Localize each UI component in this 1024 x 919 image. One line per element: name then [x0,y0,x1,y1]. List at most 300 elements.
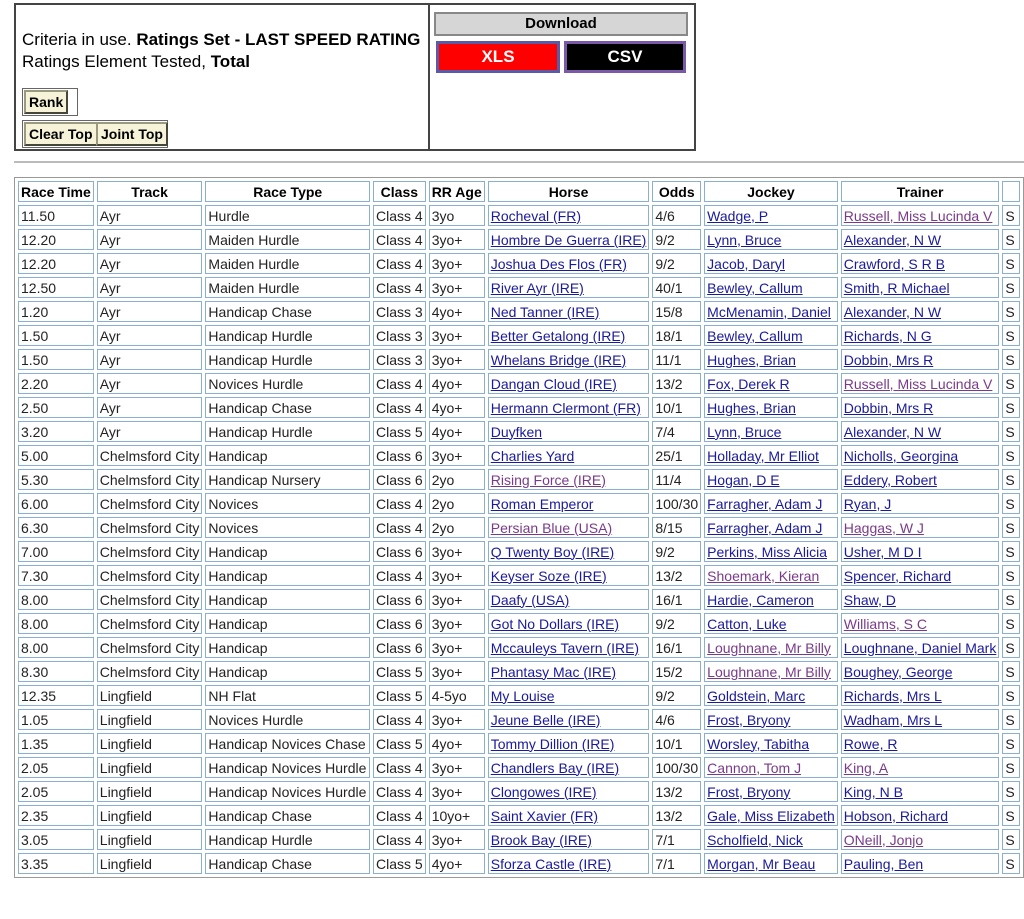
trainer-link[interactable]: Smith, R Michael [843,279,950,296]
jockey-link[interactable]: Frost, Bryony [707,783,791,800]
trainer-cell [841,565,1000,586]
class-cell: Class 4 [373,493,426,514]
download-header: Download [434,12,688,36]
race-type-cell: Handicap [205,565,370,586]
odds-cell: 11/4 [652,469,701,490]
race-time-cell: 1.05 [18,709,94,730]
trainer-cell [841,685,1000,706]
horse-link[interactable]: Dangan Cloud (IRE) [490,375,617,392]
class-cell: Class 5 [373,421,426,442]
race-time-cell: 7.00 [18,541,94,562]
extra-cell: S [1002,421,1020,442]
jockey-link[interactable]: Bewley, Callum [707,327,803,344]
col-header-class[interactable]: Class [373,181,426,202]
jockey-cell [704,805,838,826]
table-row [18,517,1020,538]
joint-top-button[interactable]: Joint Top [96,122,168,146]
horse-cell [488,277,650,298]
race-type-cell: Novices [205,493,370,514]
trainer-link[interactable]: Dobbin, Mrs R [843,351,934,368]
xls-download-button[interactable]: XLS [436,41,560,73]
race-time-cell: 1.50 [18,349,94,370]
trainer-link[interactable]: Richards, Mrs L [843,687,942,704]
race-type-cell: Handicap Chase [205,301,370,322]
col-header-trainer[interactable]: Trainer [841,181,1000,202]
odds-cell: 16/1 [652,637,701,658]
table-row [18,613,1020,634]
horse-link[interactable]: Ned Tanner (IRE) [490,303,600,320]
rr-age-cell: 3yo+ [429,253,485,274]
trainer-link[interactable]: Richards, N G [843,327,932,344]
jockey-link[interactable]: Hardie, Cameron [707,591,814,608]
race-type-cell: Handicap Chase [205,853,370,874]
col-header-race-time[interactable]: Race Time [18,181,94,202]
jockey-cell [704,325,838,346]
trainer-link[interactable]: Alexander, N W [843,231,942,248]
jockey-link[interactable]: McMenamin, Daniel [707,303,831,320]
jockey-cell [704,565,838,586]
extra-cell: S [1002,229,1020,250]
race-type-cell: Maiden Hurdle [205,277,370,298]
track-cell: Chelmsford City [97,469,203,490]
col-header-rr-age[interactable]: RR Age [429,181,485,202]
track-cell: Ayr [97,253,203,274]
race-type-cell: Handicap Novices Hurdle [205,757,370,778]
trainer-link[interactable]: King, N B [843,783,903,800]
rr-age-cell: 3yo+ [429,829,485,850]
horse-link[interactable]: Keyser Soze (IRE) [490,567,607,584]
odds-cell: 10/1 [652,733,701,754]
horse-cell [488,445,650,466]
trainer-link[interactable]: Haggas, W J [843,519,924,536]
class-cell: Class 4 [373,757,426,778]
clear-top-button[interactable]: Clear Top [24,122,98,146]
section-divider [14,161,1024,163]
horse-link[interactable]: Daafy (USA) [490,591,570,608]
horse-link[interactable]: Joshua Des Flos (FR) [490,255,627,272]
trainer-link[interactable]: Boughey, George [843,663,953,680]
horse-link[interactable]: River Ayr (IRE) [490,279,584,296]
trainer-link[interactable]: Alexander, N W [843,423,942,440]
odds-cell: 7/4 [652,421,701,442]
criteria-line [22,30,420,50]
trainer-link[interactable]: Nicholls, Georgina [843,447,959,464]
jockey-link[interactable]: Shoemark, Kieran [707,567,820,584]
trainer-cell [841,661,1000,682]
criteria-panel [14,3,430,151]
horse-link[interactable]: Clongowes (IRE) [490,783,597,800]
trainer-link[interactable]: Williams, S C [843,615,928,632]
rr-age-cell: 3yo [429,205,485,226]
horse-link[interactable]: Chandlers Bay (IRE) [490,759,620,776]
trainer-cell [841,229,1000,250]
horse-cell [488,493,650,514]
rr-age-cell: 3yo+ [429,757,485,778]
table-row [18,637,1020,658]
trainer-link[interactable]: Loughnane, Daniel Mark [843,639,997,656]
jockey-link[interactable]: Worsley, Tabitha [707,735,810,752]
trainer-cell [841,589,1000,610]
horse-link[interactable]: Roman Emperor [490,495,594,512]
col-header-jockey[interactable]: Jockey [704,181,838,202]
track-cell: Lingfield [97,829,203,850]
horse-link[interactable]: Got No Dollars (IRE) [490,615,620,632]
trainer-link[interactable]: Russell, Miss Lucinda V [843,207,993,224]
trainer-link[interactable]: Eddery, Robert [843,471,937,488]
jockey-cell [704,445,838,466]
jockey-link[interactable]: Scholfield, Nick [707,831,803,848]
class-cell: Class 4 [373,805,426,826]
trainer-link[interactable]: Crawford, S R B [843,255,945,272]
jockey-link[interactable]: Lynn, Bruce [707,423,782,440]
jockey-cell [704,637,838,658]
trainer-cell [841,709,1000,730]
jockey-link[interactable]: Jacob, Daryl [707,255,785,272]
odds-cell: 13/2 [652,373,701,394]
col-header-race-type[interactable]: Race Type [205,181,370,202]
jockey-link[interactable]: Gale, Miss Elizabeth [707,807,835,824]
horse-link[interactable]: Hermann Clermont (FR) [490,399,641,416]
trainer-link[interactable]: Dobbin, Mrs R [843,399,934,416]
odds-cell: 7/1 [652,829,701,850]
table-row [18,685,1020,706]
jockey-cell [704,229,838,250]
horse-link[interactable]: Saint Xavier (FR) [490,807,599,824]
race-time-cell: 8.00 [18,589,94,610]
jockey-link[interactable]: Holladay, Mr Elliot [707,447,819,464]
horse-link[interactable]: Whelans Bridge (IRE) [490,351,627,368]
race-time-cell: 1.50 [18,325,94,346]
horse-link[interactable]: Mccauleys Tavern (IRE) [490,639,640,656]
jockey-cell [704,517,838,538]
extra-cell: S [1002,517,1020,538]
class-cell: Class 4 [373,277,426,298]
race-time-cell: 12.20 [18,229,94,250]
track-cell: Ayr [97,301,203,322]
horse-link[interactable]: Brook Bay (IRE) [490,831,592,848]
race-time-cell: 3.05 [18,829,94,850]
trainer-cell [841,349,1000,370]
jockey-link[interactable]: Fox, Derek R [707,375,790,392]
jockey-link[interactable]: Perkins, Miss Alicia [707,543,827,560]
odds-cell: 25/1 [652,445,701,466]
horse-cell [488,205,650,226]
trainer-link[interactable]: Ryan, J [843,495,892,512]
trainer-link[interactable]: Wadham, Mrs L [843,711,943,728]
trainer-link[interactable]: Spencer, Richard [843,567,952,584]
race-time-cell: 5.00 [18,445,94,466]
col-header-track[interactable]: Track [97,181,203,202]
race-time-cell: 6.00 [18,493,94,514]
jockey-cell [704,589,838,610]
table-row [18,541,1020,562]
results-body [18,205,1020,874]
race-type-cell: Novices Hurdle [205,373,370,394]
race-type-cell: Handicap Nursery [205,469,370,490]
jockey-link[interactable]: Catton, Luke [707,615,787,632]
track-cell: Lingfield [97,733,203,754]
extra-cell: S [1002,757,1020,778]
col-header-odds[interactable]: Odds [652,181,701,202]
horse-link[interactable]: Tommy Dillion (IRE) [490,735,615,752]
race-type-cell: Handicap Hurdle [205,349,370,370]
track-cell: Chelmsford City [97,613,203,634]
track-cell: Chelmsford City [97,445,203,466]
trainer-link[interactable]: Hobson, Richard [843,807,949,824]
horse-cell [488,325,650,346]
odds-cell: 9/2 [652,685,701,706]
class-cell: Class 3 [373,349,426,370]
race-time-cell: 12.20 [18,253,94,274]
horse-link[interactable]: Sforza Castle (IRE) [490,855,612,872]
jockey-link[interactable]: Loughnane, Mr Billy [707,639,831,656]
col-header-extra[interactable] [1002,181,1020,202]
race-time-cell: 12.35 [18,685,94,706]
race-time-cell: 8.30 [18,661,94,682]
table-header-row [18,181,1020,202]
trainer-cell [841,253,1000,274]
race-type-cell: Handicap [205,445,370,466]
track-cell: Chelmsford City [97,517,203,538]
trainer-cell [841,613,1000,634]
rr-age-cell: 3yo+ [429,229,485,250]
class-cell: Class 6 [373,469,426,490]
trainer-link[interactable]: Russell, Miss Lucinda V [843,375,993,392]
jockey-cell [704,853,838,874]
horse-cell [488,685,650,706]
trainer-link[interactable]: Pauling, Ben [843,855,924,872]
rr-age-cell: 2yo [429,493,485,514]
jockey-link[interactable]: Hughes, Brian [707,351,796,368]
jockey-cell [704,421,838,442]
horse-link[interactable]: Phantasy Mac (IRE) [490,663,616,680]
race-time-cell: 8.00 [18,637,94,658]
horse-cell [488,709,650,730]
horse-link[interactable]: Charlies Yard [490,447,575,464]
criteria-label: Criteria in use. [22,30,137,49]
rr-age-cell: 4-5yo [429,685,485,706]
rr-age-cell: 10yo+ [429,805,485,826]
col-header-horse[interactable]: Horse [488,181,650,202]
class-cell: Class 4 [373,709,426,730]
trainer-cell [841,853,1000,874]
odds-cell: 4/6 [652,205,701,226]
class-cell: Class 6 [373,445,426,466]
horse-cell [488,541,650,562]
odds-cell: 8/15 [652,517,701,538]
trainer-cell [841,421,1000,442]
jockey-link[interactable]: Goldstein, Marc [707,687,806,704]
race-time-cell: 12.50 [18,277,94,298]
horse-link[interactable]: Rising Force (IRE) [490,471,606,488]
class-cell: Class 6 [373,637,426,658]
trainer-link[interactable]: Alexander, N W [843,303,942,320]
trainer-link[interactable]: Usher, M D I [843,543,922,560]
jockey-cell [704,397,838,418]
jockey-cell [704,493,838,514]
race-time-cell: 2.50 [18,397,94,418]
race-type-cell: Hurdle [205,205,370,226]
horse-link[interactable]: Duyfken [490,423,543,440]
class-cell: Class 5 [373,661,426,682]
extra-cell: S [1002,709,1020,730]
rr-age-cell: 3yo+ [429,565,485,586]
table-row [18,397,1020,418]
trainer-cell [841,493,1000,514]
rank-button[interactable]: Rank [24,90,68,114]
race-time-cell: 11.50 [18,205,94,226]
trainer-link[interactable]: Shaw, D [843,591,896,608]
odds-cell: 13/2 [652,781,701,802]
horse-cell [488,637,650,658]
jockey-link[interactable]: Farragher, Adam J [707,519,823,536]
rr-age-cell: 3yo+ [429,613,485,634]
race-type-cell: Novices [205,517,370,538]
extra-cell: S [1002,565,1020,586]
track-cell: Chelmsford City [97,493,203,514]
table-row [18,757,1020,778]
jockey-link[interactable]: Loughnane, Mr Billy [707,663,831,680]
rr-age-cell: 4yo+ [429,733,485,754]
extra-cell: S [1002,613,1020,634]
jockey-cell [704,685,838,706]
horse-cell [488,565,650,586]
rr-age-cell: 2yo [429,469,485,490]
jockey-cell [704,613,838,634]
jockey-link[interactable]: Hughes, Brian [707,399,796,416]
trainer-cell [841,469,1000,490]
race-time-cell: 2.05 [18,781,94,802]
horse-cell [488,421,650,442]
race-type-cell: Handicap Novices Chase [205,733,370,754]
table-row [18,709,1020,730]
track-cell: Lingfield [97,805,203,826]
trainer-cell [841,757,1000,778]
horse-link[interactable]: Hombre De Guerra (IRE) [490,231,647,248]
track-cell: Ayr [97,397,203,418]
track-cell: Ayr [97,229,203,250]
horse-link[interactable]: Jeune Belle (IRE) [490,711,601,728]
extra-cell: S [1002,445,1020,466]
trainer-cell [841,445,1000,466]
jockey-link[interactable]: Cannon, Tom J [707,759,802,776]
trainer-link[interactable]: King, A [843,759,889,776]
jockey-cell [704,661,838,682]
track-cell: Chelmsford City [97,565,203,586]
track-cell: Chelmsford City [97,541,203,562]
horse-link[interactable]: My Louise [490,687,555,704]
race-type-cell: Handicap [205,541,370,562]
race-time-cell: 5.30 [18,469,94,490]
jockey-link[interactable]: Morgan, Mr Beau [707,855,816,872]
odds-cell: 9/2 [652,541,701,562]
class-cell: Class 6 [373,589,426,610]
class-cell: Class 3 [373,301,426,322]
jockey-link[interactable]: Hogan, D E [707,471,780,488]
rr-age-cell: 3yo+ [429,661,485,682]
race-type-cell: Handicap [205,613,370,634]
race-type-cell: NH Flat [205,685,370,706]
odds-cell: 7/1 [652,853,701,874]
trainer-cell [841,517,1000,538]
class-cell: Class 4 [373,373,426,394]
jockey-link[interactable]: Frost, Bryony [707,711,791,728]
csv-download-button[interactable]: CSV [564,41,686,73]
class-cell: Class 6 [373,541,426,562]
horse-cell [488,373,650,394]
jockey-link[interactable]: Bewley, Callum [707,279,803,296]
horse-cell [488,517,650,538]
race-time-cell: 2.35 [18,805,94,826]
table-row [18,781,1020,802]
track-cell: Lingfield [97,709,203,730]
extra-cell: S [1002,853,1020,874]
rr-age-cell: 4yo+ [429,301,485,322]
horse-link[interactable]: Q Twenty Boy (IRE) [490,543,615,560]
jockey-link[interactable]: Wadge, P [707,207,769,224]
odds-cell: 100/30 [652,757,701,778]
track-cell: Ayr [97,421,203,442]
race-type-cell: Handicap Hurdle [205,829,370,850]
trainer-cell [841,733,1000,754]
race-type-cell: Novices Hurdle [205,709,370,730]
table-row [18,661,1020,682]
horse-link[interactable]: Better Getalong (IRE) [490,327,626,344]
jockey-cell [704,469,838,490]
extra-cell: S [1002,781,1020,802]
horse-cell [488,781,650,802]
horse-link[interactable]: Persian Blue (USA) [490,519,613,536]
table-row [18,733,1020,754]
class-cell: Class 4 [373,565,426,586]
race-time-cell: 7.30 [18,565,94,586]
horse-cell [488,301,650,322]
trainer-cell [841,805,1000,826]
table-row [18,853,1020,874]
horse-cell [488,589,650,610]
class-cell: Class 4 [373,517,426,538]
track-cell: Ayr [97,373,203,394]
trainer-link[interactable]: Rowe, R [843,735,898,752]
table-row [18,445,1020,466]
race-type-cell: Handicap Hurdle [205,421,370,442]
odds-cell: 9/2 [652,613,701,634]
race-time-cell: 3.20 [18,421,94,442]
track-cell: Chelmsford City [97,661,203,682]
jockey-cell [704,253,838,274]
trainer-link[interactable]: ONeill, Jonjo [843,831,924,848]
horse-link[interactable]: Rocheval (FR) [490,207,581,224]
track-cell: Ayr [97,349,203,370]
class-cell: Class 5 [373,733,426,754]
horse-cell [488,613,650,634]
odds-cell: 9/2 [652,229,701,250]
table-row [18,805,1020,826]
ratings-element-value: Total [210,52,251,71]
ratings-element-label: Ratings Element Tested, [22,52,211,71]
class-cell: Class 5 [373,853,426,874]
extra-cell: S [1002,469,1020,490]
extra-cell: S [1002,277,1020,298]
table-row [18,373,1020,394]
track-cell: Lingfield [97,781,203,802]
jockey-link[interactable]: Lynn, Bruce [707,231,782,248]
extra-cell: S [1002,829,1020,850]
jockey-link[interactable]: Farragher, Adam J [707,495,823,512]
jockey-cell [704,205,838,226]
rr-age-cell: 3yo+ [429,589,485,610]
horse-cell [488,229,650,250]
